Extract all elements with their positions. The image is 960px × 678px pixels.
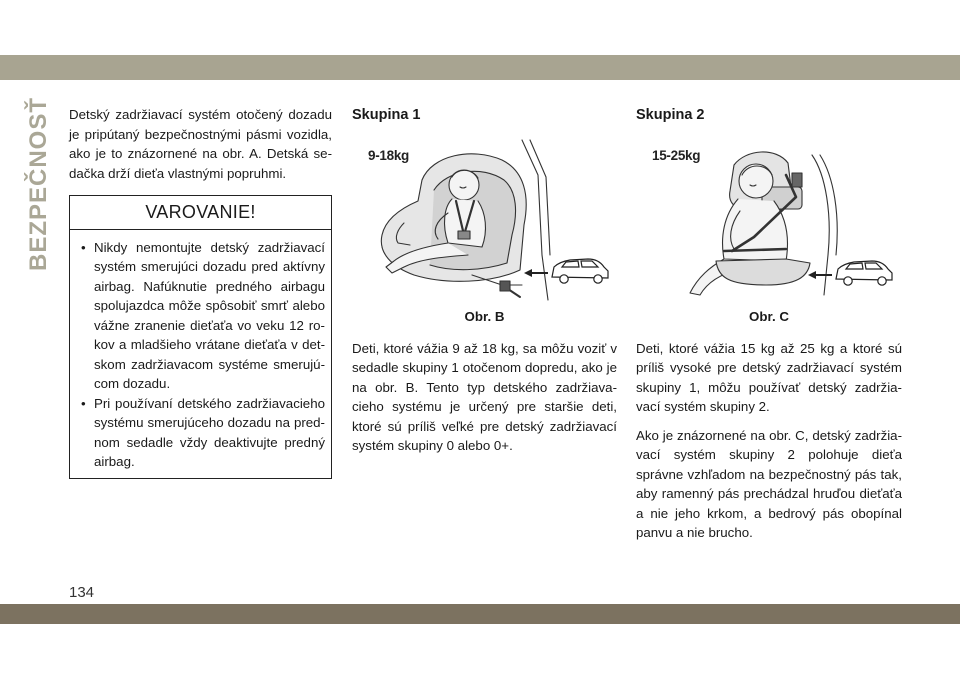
group-1-heading: Skupina 1	[352, 107, 421, 123]
figure-c-caption: Obr. C	[749, 309, 789, 324]
section-tab-label: BEZPEČNOSŤ	[25, 96, 53, 272]
column-intro	[69, 105, 332, 479]
header-band	[0, 55, 960, 80]
group-1-paragraph: Deti, ktoré vážia 9 až 18 kg, sa môžu voziť v sedadle skupiny 1 otočenom dopredu, ako je na obr. B. Tento typ detského zadržiava-cieho systému je určený pre staršie deti, ktoré sú príliš veľké pre detský zadržiavací systém skupiny 0 alebo 0+.	[352, 340, 617, 453]
column-group-1	[352, 105, 617, 465]
group-2-paragraph: Ako je znázornené na obr. C, detský zadržia-vací systém skupiny 2 polohuje dieťa správne vzhľadom na bezpečnostný pás tak, aby ramenný pás prechádzal hruďou dieťaťa a nie jeho krkom, a bedrový pás obopínal panvu a nie brucho.	[636, 427, 902, 540]
warning-item: • Pri používaní detského zadržiavacieho systému smerujúceho dozadu na pred-nom sedadle vždy deaktivujte predný airbag.	[76, 394, 325, 472]
warning-item: • Nikdy nemontujte detský zadržiavací systém smerujúci dozadu pred aktívny airbag. Nafúknutie predného airbagu spolujazdca môže spôsobiť smrť alebo vážne zranenie dieťaťa vo veku 12 ro-kov a mladšieho vrátane dieťaťa v det-skom zadržiavacom systéme smerujú-com dozadu.	[76, 238, 325, 394]
group-2-paragraph: Deti, ktoré vážia 15 kg až 25 kg a ktoré sú príliš vysoké pre detský zadržiavací systém skupiny 1, môžu používať detský zadržia-vací systém skupiny 2.	[636, 340, 902, 414]
warning-title: VAROVANIE!	[70, 196, 331, 230]
warning-box	[69, 195, 332, 479]
section-tab	[25, 96, 53, 272]
figure-b-weight-label: 9-18kg	[368, 148, 409, 163]
figure-c	[636, 135, 898, 303]
footer-band	[0, 604, 960, 624]
figure-c-weight-label: 15-25kg	[652, 148, 701, 163]
intro-paragraph: Detský zadržiavací systém otočený dozadu je pripútaný bezpečnostnými pásmi vozidla, ako je to znázornené na obr. A. Detská se-dačka drží dieťa vlastnými popruhmi.	[69, 107, 332, 181]
figure-b	[352, 135, 614, 303]
warning-list	[76, 238, 325, 472]
page-number: 134	[69, 584, 95, 601]
figure-b-caption: Obr. B	[464, 309, 505, 324]
column-group-2	[636, 105, 902, 552]
group-2-heading: Skupina 2	[636, 107, 705, 123]
